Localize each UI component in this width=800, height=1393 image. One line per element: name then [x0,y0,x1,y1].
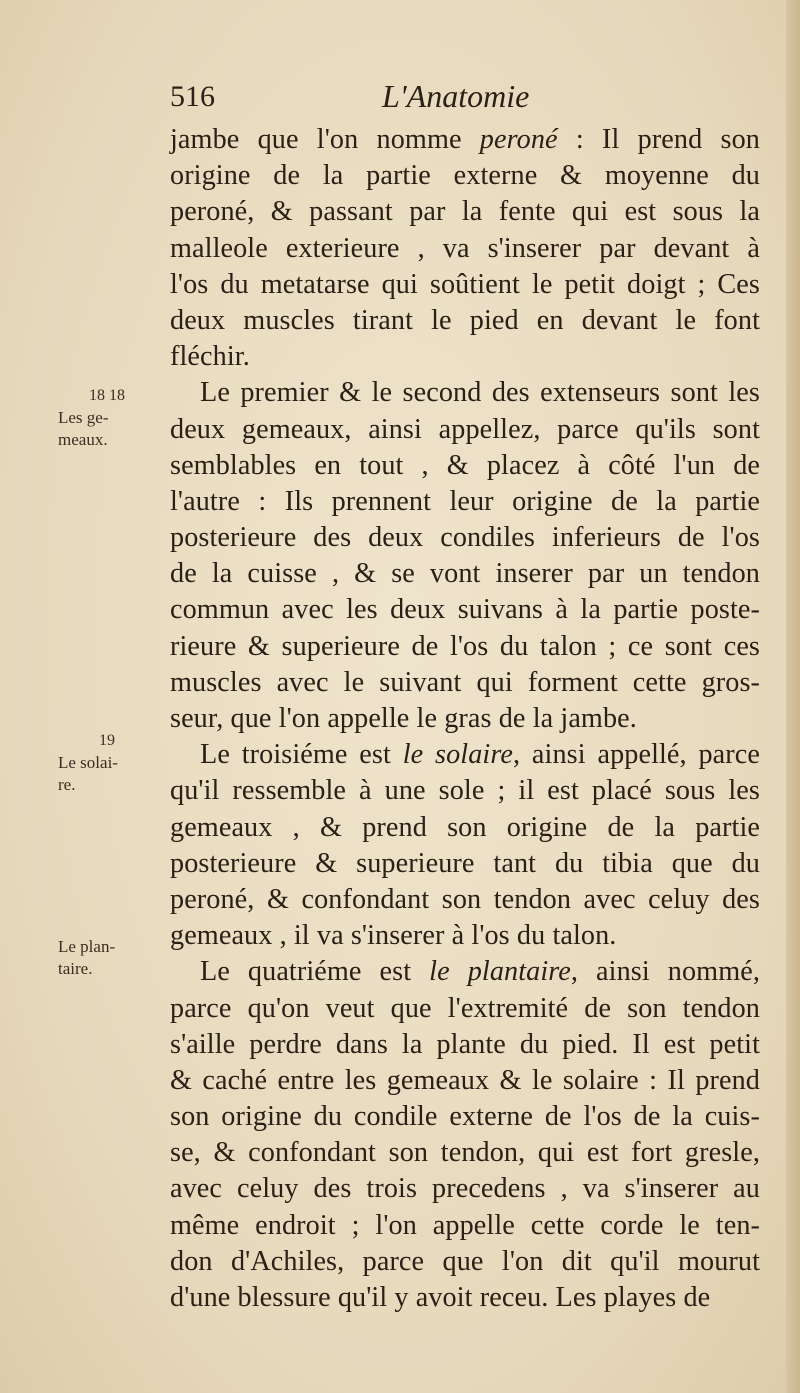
text-line: qu'il ressemble à une sole ; il est placé sous les [170,775,760,807]
page-edge [786,0,800,1393]
text-line: Le troisiéme est le solaire, ainsi appellé, parce [200,739,760,771]
margin-note-solaire [58,730,156,796]
text-line: d'une blessure qu'il y avoit receu. Les playes de [170,1282,711,1313]
text-line: son origine du condile externe de l'os de la cuis- [170,1101,760,1133]
text-line: s'aille perdre dans la plante du pied. Il est petit [170,1028,760,1060]
text-line: fléchir. [170,341,250,373]
text-line: malleole exterieure , va s'inserer par devant à [170,232,760,264]
text-line: parce qu'on veut que l'extremité de son tendon [170,992,760,1024]
margin-note-number: 19 [99,732,115,749]
text-line: jambe que l'on nomme peroné : Il prend son [170,124,760,155]
text-line: Le premier & le second des extenseurs sont les [200,377,760,409]
running-head [170,80,750,120]
text-line: don d'Achiles, parce que l'on dit qu'il mourut [170,1245,760,1277]
margin-note-gemeaux [58,385,156,451]
margin-note-line: re. [58,775,76,794]
text-line: gemeaux , & prend son origine de la partie [170,811,760,843]
margin-note-line: Le plan- [58,937,116,956]
margin-note-line: Les ge- [58,408,109,427]
text-line: de la cuisse , & se vont inserer par un tendon [170,558,760,590]
text-line: seur, que l'on appelle le gras de la jambe. [170,703,637,734]
margin-note-line: meaux. [58,430,108,449]
body-text [170,122,760,1316]
text-line: deux gemeaux, ainsi appellez, parce qu'ils sont [170,413,760,445]
text-line: & caché entre les gemeaux & le solaire : Il prend [170,1064,760,1096]
book-title: L'Anatomie [382,78,530,114]
text-line: commun avec les deux suivans à la partie poste- [170,594,760,626]
text-line: l'autre : Ils prennent leur origine de la partie [170,485,760,517]
text-line: deux muscles tirant le pied en devant le font [170,304,760,336]
text-line: origine de la partie externe & moyenne du [170,160,760,192]
text-line: posterieure & superieure tant du tibia que du [170,847,760,879]
margin-note-plantaire [58,936,156,980]
text-line: Le quatriéme est le plantaire, ainsi nommé, [200,956,760,988]
margin-note-line: Le solai- [58,753,118,772]
text-line: peroné, & passant par la fente qui est sous la [170,196,760,228]
text-line: l'os du metatarse qui soûtient le petit doigt ; Ces [170,268,760,300]
text-line: peroné, & confondant son tendon avec celuy des [170,883,760,915]
text-line: semblables en tout , & placez à côté l'un de [170,449,760,481]
margin-note-line: taire. [58,959,93,978]
text-line: rieure & superieure de l'os du talon ; ce sont ces [170,630,760,662]
page-number: 516 [170,80,215,113]
text-line: se, & confondant son tendon, qui est fort gresle, [170,1137,760,1169]
text-line: même endroit ; l'on appelle cette corde le ten- [170,1209,760,1241]
text-line: muscles avec le suivant qui forment cette gros- [170,666,760,698]
margin-note-number: 18 18 [89,387,125,404]
text-line: gemeaux , il va s'inserer à l'os du talon. [170,920,617,952]
text-line: avec celuy des trois precedens , va s'inserer au [170,1173,760,1205]
text-line: posterieure des deux condiles inferieurs de l'os [170,522,760,554]
